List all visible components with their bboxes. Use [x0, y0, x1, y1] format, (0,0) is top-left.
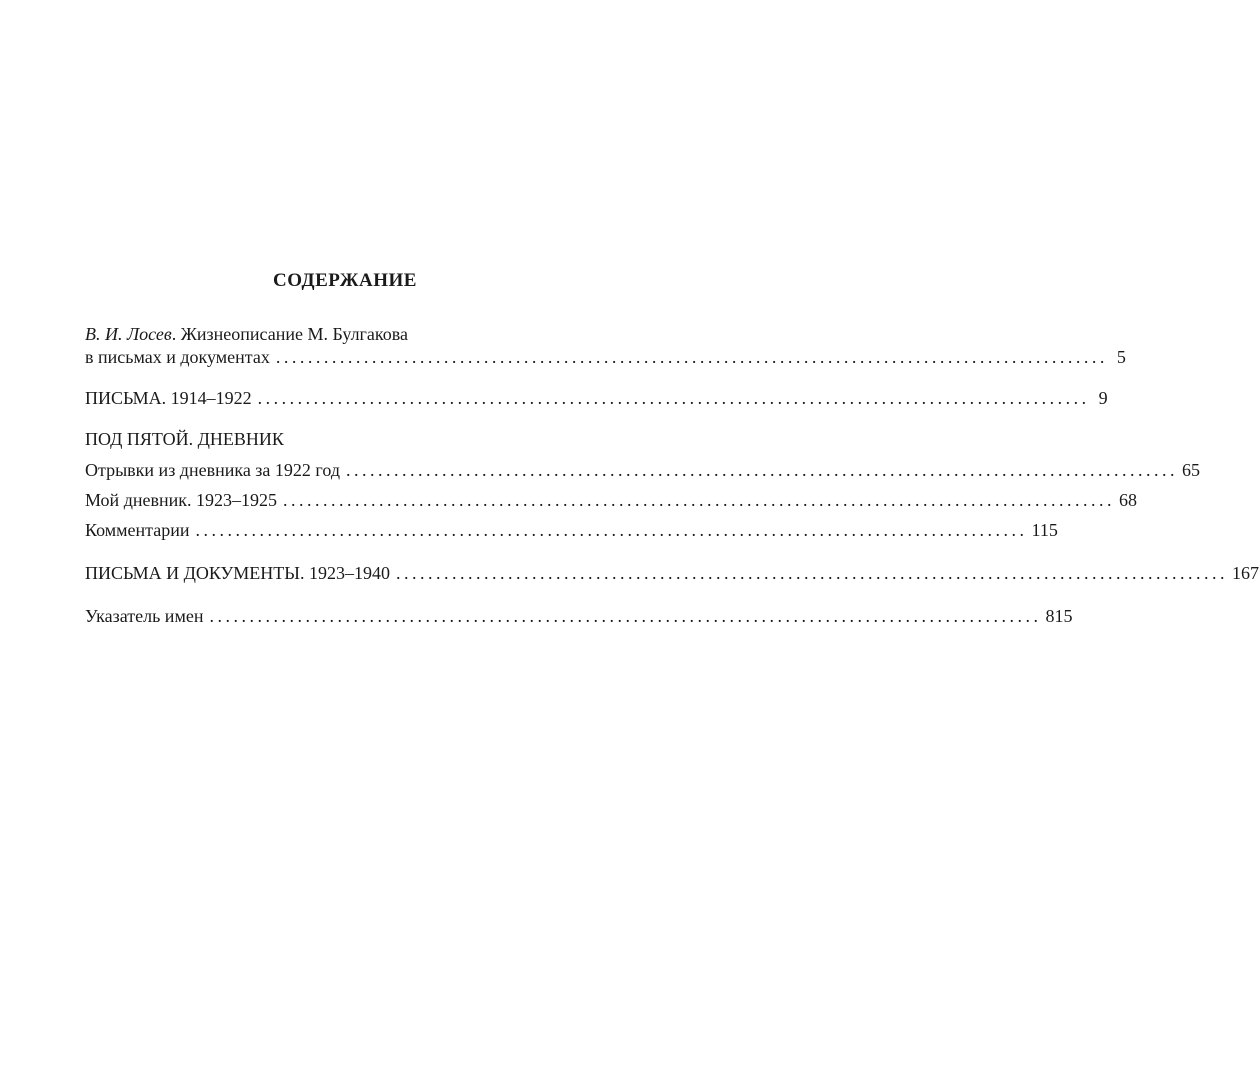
- page-title: СОДЕРЖАНИЕ: [273, 270, 417, 291]
- toc-letters-1923-label: ПИСЬМА И ДОКУМЕНТЫ. 1923–1940: [85, 563, 390, 583]
- toc-entry-intro-line2[interactable]: [85, 345, 1126, 369]
- leader-dots: ........................................................................................................: [395, 563, 1228, 583]
- leader-dots: ........................................................................................................: [275, 347, 1108, 367]
- toc-my-diary-page: 68: [1118, 490, 1137, 510]
- toc-entry-letters-1923[interactable]: [85, 561, 1259, 585]
- toc-letters-1914-label: ПИСЬМА. 1914–1922: [85, 388, 252, 408]
- toc-index-label: Указатель имен: [85, 606, 204, 626]
- toc-diary-excerpts-label: Отрывки из дневника за 1922 год: [85, 460, 340, 480]
- leader-dots: ........................................................................................................: [209, 606, 1042, 626]
- toc-entry-diary-excerpts[interactable]: [85, 458, 1200, 482]
- toc-letters-1923-page: 167: [1231, 563, 1259, 583]
- leader-dots: ........................................................................................................: [257, 388, 1090, 408]
- toc-index-page: 815: [1045, 606, 1073, 626]
- toc-entry-letters-1914[interactable]: [85, 386, 1108, 410]
- toc-intro-author: В. И. Лосев: [85, 324, 172, 344]
- toc-entry-my-diary[interactable]: [85, 488, 1137, 512]
- toc-entry-index[interactable]: [85, 604, 1073, 628]
- toc-section-diary: ПОД ПЯТОЙ. ДНЕВНИК: [85, 429, 284, 449]
- toc-entry-intro-line1: [85, 322, 600, 346]
- toc-intro-title-line1: . Жизнеописание М. Булгакова: [171, 324, 408, 344]
- toc-diary-excerpts-page: 65: [1181, 460, 1200, 480]
- leader-dots: ........................................................................................................: [195, 520, 1028, 540]
- toc-letters-1914-page: 9: [1098, 388, 1108, 408]
- toc-intro-title-line2: в письмах и документах: [85, 347, 270, 367]
- toc-my-diary-label: Мой дневник. 1923–1925: [85, 490, 277, 510]
- toc-commentary-label: Комментарии: [85, 520, 190, 540]
- toc-intro-page: 5: [1116, 347, 1126, 367]
- toc-commentary-page: 115: [1031, 520, 1058, 540]
- leader-dots: ........................................................................................................: [282, 490, 1115, 510]
- leader-dots: ........................................................................................................: [345, 460, 1178, 480]
- toc-entry-commentary[interactable]: [85, 518, 1058, 542]
